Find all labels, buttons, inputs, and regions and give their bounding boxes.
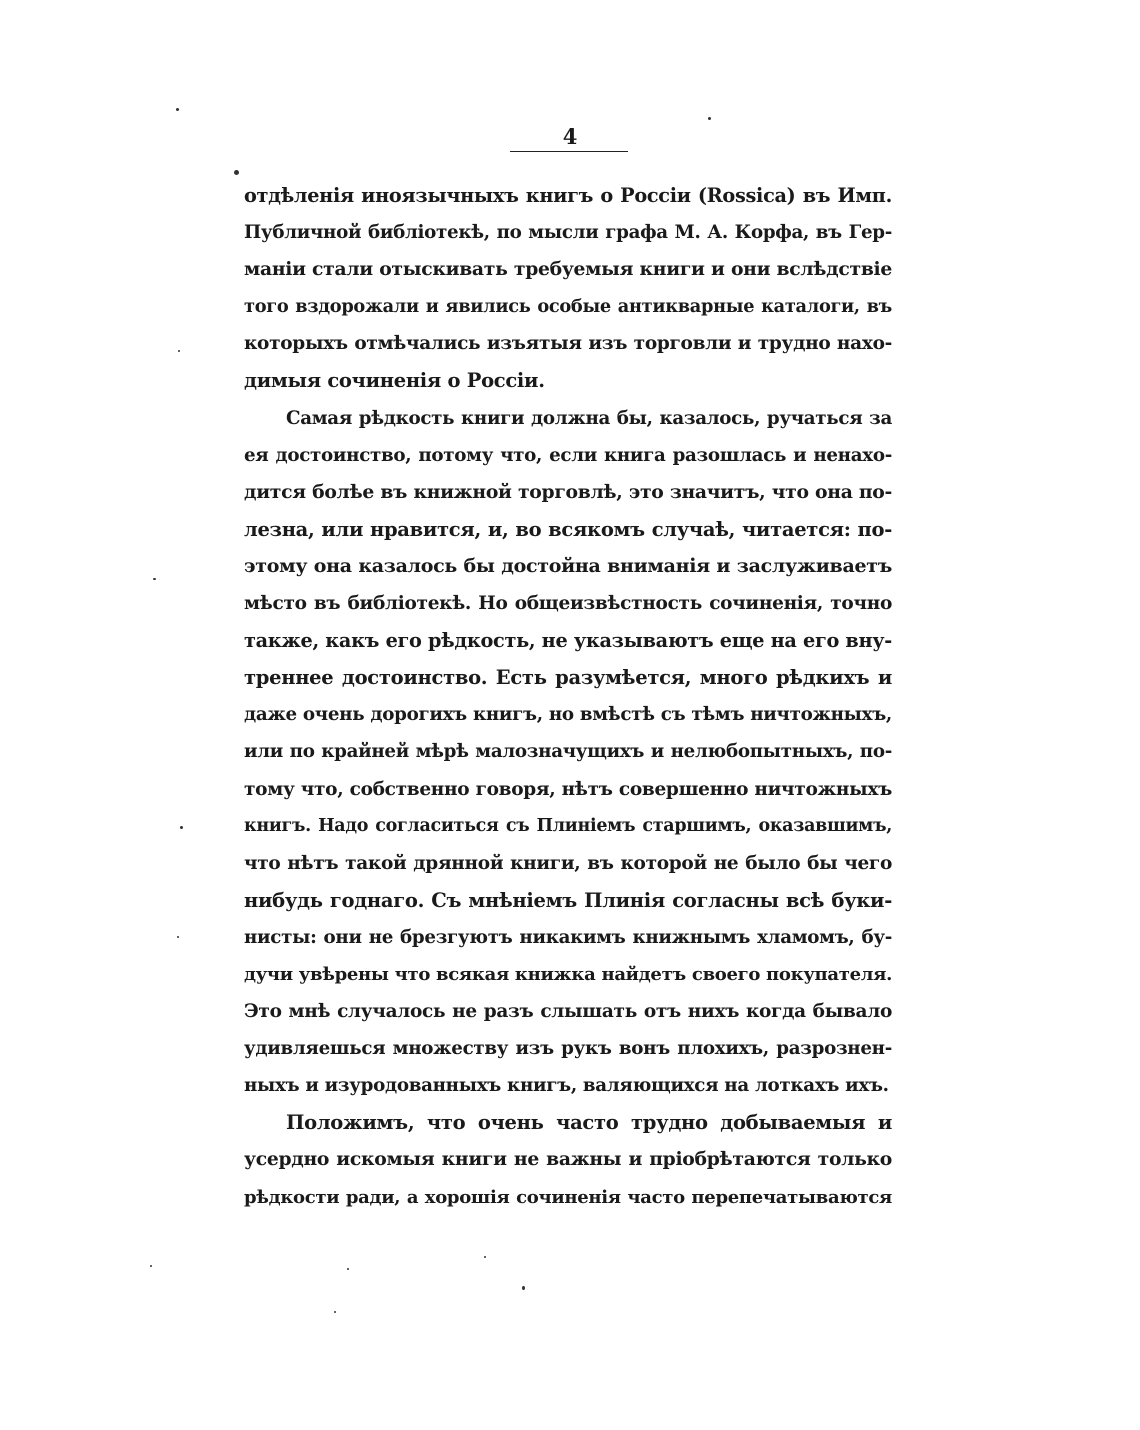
text-line: которыхъ отмѣчались изъятыя изъ торговли и трудно нахо-	[244, 333, 892, 355]
text-line: усердно искомыя книги не важны и пріобрѣтаются только	[244, 1148, 892, 1171]
page-number: 4	[562, 124, 578, 149]
scan-speck	[177, 936, 179, 938]
scan-speck	[234, 170, 239, 175]
text-line: Положимъ, что очень часто трудно добываемыя и	[286, 1111, 892, 1135]
text-line: тому что, собственно говоря, нѣтъ совершенно ничтожныхъ	[244, 778, 892, 800]
body-text	[244, 177, 892, 1216]
scan-speck	[334, 1311, 336, 1313]
text-line: Это мнѣ случалось не разъ слышать отъ нихъ когда бывало	[244, 1001, 892, 1023]
scan-speck	[150, 1265, 152, 1267]
text-line: или по крайней мѣрѣ малозначущихъ и нелюбопытныхъ, по-	[244, 741, 892, 763]
text-line: этому она казалось бы достойна вниманія и заслуживаетъ	[244, 554, 892, 577]
scan-speck	[153, 578, 156, 580]
text-line: книгъ. Надо согласиться съ Плиніемъ старшимъ, оказавшимъ,	[244, 815, 892, 836]
text-line: треннее достоинство. Есть разумѣется, много рѣдкихъ и	[244, 666, 892, 690]
text-line: лезна, или нравится, и, во всякомъ случаѣ, читается: по-	[244, 517, 892, 541]
text-line: ея достоинство, потому что, если книга разошлась и ненахо-	[244, 444, 892, 466]
text-line: даже очень дорогихъ книгъ, но вмѣстѣ съ тѣмъ ничтожныхъ,	[244, 704, 892, 726]
text-line: нисты: они не брезгуютъ никакимъ книжнымъ хламомъ, бу-	[244, 926, 892, 948]
text-line: отдѣленія иноязычныхъ книгъ о Россіи (Rossica) въ Имп.	[244, 184, 892, 207]
text-line: маніи стали отыскивать требуемыя книги и они вслѣдствіе	[244, 258, 892, 281]
scan-speck	[347, 1268, 349, 1270]
text-line: мѣсто въ библіотекѣ. Но общеизвѣстность сочиненія, точно	[244, 593, 892, 615]
scan-speck	[180, 826, 183, 829]
scan-speck	[522, 1286, 525, 1290]
header-rule	[510, 151, 628, 152]
text-line: дучи увѣрены что всякая книжка найдетъ своего покупателя.	[244, 963, 893, 985]
scan-speck	[708, 117, 711, 120]
scan-speck	[178, 350, 180, 352]
text-line: Публичной библіотекѣ, по мысли графа М. А. Корфа, въ Гер-	[244, 222, 892, 244]
text-line: димыя сочиненія о Россіи.	[244, 369, 545, 393]
text-line: Самая рѣдкость книги должна бы, казалось, ручаться за	[286, 407, 892, 429]
text-line: что нѣтъ такой дрянной книги, въ которой не было бы чего	[244, 852, 892, 874]
scan-speck	[484, 1256, 486, 1258]
text-line: нибудь годнаго. Съ мнѣніемъ Плинія согласны всѣ буки-	[244, 888, 892, 912]
text-line: удивляешься множеству изъ рукъ вонъ плохихъ, разрознен-	[244, 1038, 892, 1060]
text-line: ныхъ и изуродованныхъ книгъ, валяющихся на лоткахъ ихъ.	[244, 1075, 889, 1097]
text-line: рѣдкости ради, а хорошія сочиненія часто перепечатываются	[244, 1186, 892, 1208]
text-line: также, какъ его рѣдкость, не указываютъ еще на его вну-	[244, 629, 892, 653]
text-line: того вздорожали и явились особые антикварные каталоги, въ	[244, 296, 892, 318]
text-line: дится болѣе въ книжной торговлѣ, это значитъ, что она по-	[244, 480, 892, 503]
scan-speck	[176, 108, 179, 111]
